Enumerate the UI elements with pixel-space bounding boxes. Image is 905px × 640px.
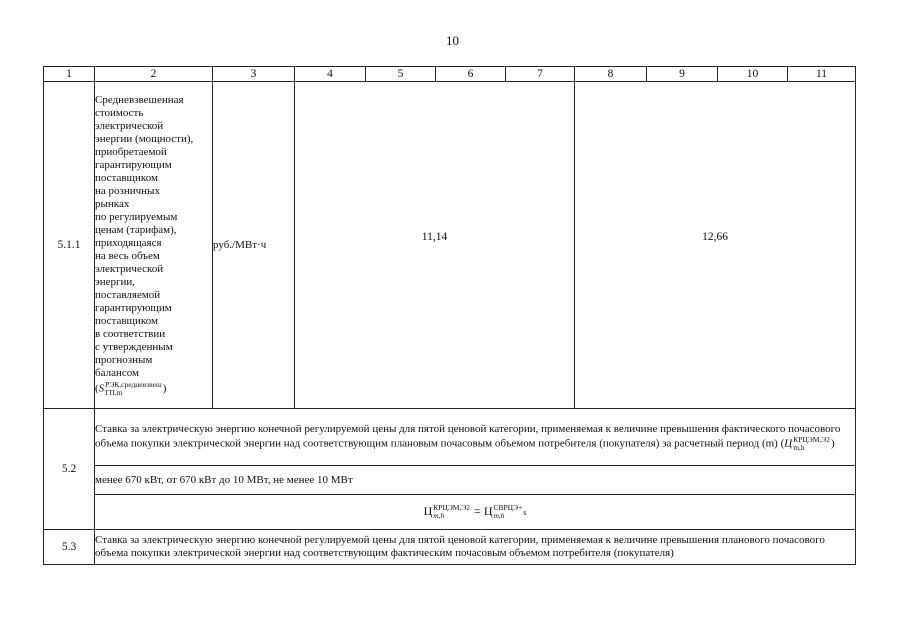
col-header-2: 2 xyxy=(95,67,213,82)
col-header-5: 5 xyxy=(366,67,436,82)
indicator-name-line: на розничных xyxy=(95,184,160,197)
indicator-name-line: балансом xyxy=(95,366,139,379)
indicator-name-line: на весь объем xyxy=(95,249,160,262)
indicator-name-line: гарантирующим xyxy=(95,158,172,171)
table-row xyxy=(44,530,856,565)
indicator-name-line: поставщиком xyxy=(95,171,158,184)
indicator-name-line: приходящаяся xyxy=(95,236,162,249)
indicator-symbol: (S РЭК,средневзвеш ГП,m ) xyxy=(95,379,167,397)
indicator-name-line: энергии (мощности), xyxy=(95,132,194,145)
indicator-name-line: электрической xyxy=(95,262,164,275)
col-header-10: 10 xyxy=(718,67,788,82)
indicator-name-line: по регулируемым xyxy=(95,210,178,223)
col-header-7: 7 xyxy=(506,67,575,82)
row-number: 5.3 xyxy=(44,530,95,565)
indicator-name-line: прогнозным xyxy=(95,353,153,366)
unit-cell: руб./МВт·ч xyxy=(213,82,295,409)
col-header-11: 11 xyxy=(788,67,856,82)
table-row xyxy=(44,82,856,409)
indicator-name-line: рынках xyxy=(95,197,130,210)
col-header-3: 3 xyxy=(213,67,295,82)
indicator-name-line: с утвержденным xyxy=(95,340,173,353)
formula: Ц КРЦЭМ,Э2 m,h = Ц СВРЦЭ+ m,h s xyxy=(95,495,856,530)
col-header-8: 8 xyxy=(575,67,647,82)
indicator-name-line: ценам (тарифам), xyxy=(95,223,177,236)
table-row xyxy=(44,495,856,530)
table-row xyxy=(44,466,856,495)
row-number: 5.2 xyxy=(44,409,95,530)
indicator-name-line: поставляемой xyxy=(95,288,161,301)
table-row xyxy=(44,409,856,466)
col-header-1: 1 xyxy=(44,67,95,82)
col-header-6: 6 xyxy=(436,67,506,82)
power-range: менее 670 кВт, от 670 кВт до 10 МВт, не менее 10 МВт xyxy=(95,466,856,495)
indicator-name-lines xyxy=(95,94,212,380)
row-number: 5.1.1 xyxy=(44,82,95,409)
indicator-name-line: приобретаемой xyxy=(95,145,167,158)
col-header-4: 4 xyxy=(295,67,366,82)
indicator-name-line: Средневзвешенная xyxy=(95,93,184,106)
indicator-name-line: в соответствии xyxy=(95,327,166,340)
indicator-name-line: энергии, xyxy=(95,275,136,288)
indicator-name-line: гарантирующим xyxy=(95,301,172,314)
col-header-9: 9 xyxy=(647,67,718,82)
indicator-name xyxy=(95,82,213,409)
value-second-half: 12,66 xyxy=(575,82,856,409)
indicator-name-line: поставщиком xyxy=(95,314,158,327)
tariff-table xyxy=(43,66,856,565)
row-description: Ставка за электрическую энергию конечной регулируемой цены для пятой ценовой категории, применяемая к величине превышения фактического почасового объема покупки электрической энергии над соответствующим плановым почасовым объемом потребителя (покупателя) за расчетный период (m) (Ц КРЦЭМ,Э2 m,h ) xyxy=(95,409,856,466)
indicator-name-line: электрической xyxy=(95,119,164,132)
row-description: Ставка за электрическую энергию конечной регулируемой цены для пятой ценовой категории, применяемая к величине превышения планового почасового объема покупки электрической энергии над соответствующим фактическим почасовым объемом потребителя (покупателя) xyxy=(95,530,856,565)
header-row xyxy=(44,67,856,82)
value-first-half: 11,14 xyxy=(295,82,575,409)
indicator-name-line: стоимость xyxy=(95,106,144,119)
page-number: 10 xyxy=(446,33,459,48)
